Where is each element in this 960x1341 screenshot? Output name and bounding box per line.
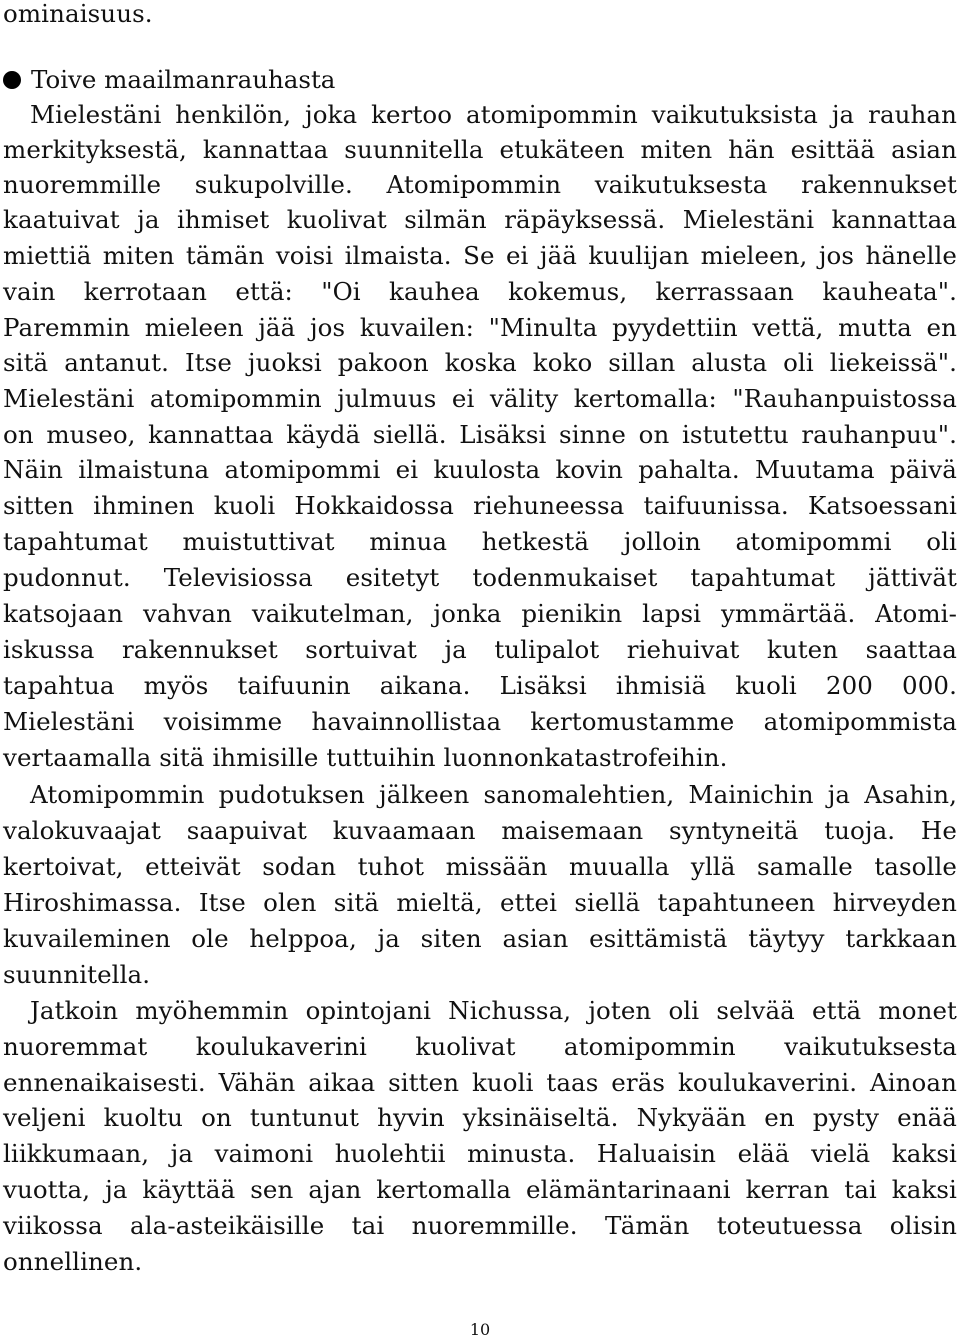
paragraph-1-line: sitten ihminen kuoli Hokkaidossa riehuneessa taifuunissa. Katsoessani xyxy=(3,491,957,520)
paragraph-3-line: vuotta, ja käyttää sen ajan kertomalla elämäntarinaani kerran tai kaksi xyxy=(3,1175,957,1204)
paragraph-2-line: kertoivat, etteivät sodan tuhot missään muualla yllä samalle tasolle xyxy=(3,852,957,881)
paragraph-1-line: tapahtua myös taifuunin aikana. Lisäksi ihmisiä kuoli 200 000. xyxy=(3,671,957,700)
page-number: 10 xyxy=(469,1320,491,1339)
paragraph-3-line: nuoremmat koulukaverini kuolivat atomipommin vaikutuksesta xyxy=(3,1032,957,1061)
paragraph-1-line: vertaamalla sitä ihmisille tuttuihin luonnonkatastrofeihin. xyxy=(3,743,728,772)
paragraph-1-line: nuoremmille sukupolville. Atomipommin vaikutuksesta rakennukset xyxy=(3,170,957,199)
paragraph-2-line: Hiroshimassa. Itse olen sitä mieltä, ettei siellä tapahtuneen hirveyden xyxy=(3,888,957,917)
section-heading-row xyxy=(3,66,335,94)
paragraph-1-line: tapahtumat muistuttivat minua hetkestä jolloin atomipommi oli xyxy=(3,527,957,556)
paragraph-1-line: on museo, kannattaa käydä siellä. Lisäksi sinne on istutettu rauhanpuu". xyxy=(3,420,957,449)
paragraph-3-line: Jatkoin myöhemmin opintojani Nichussa, joten oli selvää että monet xyxy=(30,996,957,1025)
paragraph-3-line: viikossa ala-asteikäisille tai nuoremmille. Tämän toteutuessa olisin xyxy=(3,1211,957,1240)
paragraph-1-line: Paremmin mieleen jää jos kuvailen: "Minulta pyydettiin vettä, mutta en xyxy=(3,313,957,342)
section-heading: Toive maailmanrauhasta xyxy=(31,65,336,94)
continuation-line: ominaisuus. xyxy=(3,0,153,28)
paragraph-1-line: Näin ilmaistuna atomipommi ei kuulosta kovin pahalta. Muutama päivä xyxy=(3,455,957,484)
paragraph-1-line: iskussa rakennukset sortuivat ja tulipalot riehuivat kuten saattaa xyxy=(3,635,957,664)
paragraph-1-line: pudonnut. Televisiossa esitetyt todenmukaiset tapahtumat jättivät xyxy=(3,563,957,592)
paragraph-1-line: miettiä miten tämän voisi ilmaista. Se ei jää kuulijan mieleen, jos hänelle xyxy=(3,241,957,270)
paragraph-1-line: Mielestäni voisimme havainnollistaa kertomustamme atomipommista xyxy=(3,707,957,736)
paragraph-3-line: onnellinen. xyxy=(3,1247,143,1276)
paragraph-2-line: Atomipommin pudotuksen jälkeen sanomalehtien, Mainichin ja Asahin, xyxy=(30,780,957,809)
paragraph-2-line: valokuvaajat saapuivat kuvaamaan maisemaan syntyneitä tuoja. He xyxy=(3,816,957,845)
paragraph-1-line: sitä antanut. Itse juoksi pakoon koska koko sillan alusta oli liekeissä". xyxy=(3,348,957,377)
paragraph-1-line: Mielestäni atomipommin julmuus ei välity kertomalla: "Rauhanpuistossa xyxy=(3,384,957,413)
paragraph-3-line: veljeni kuoltu on tuntunut hyvin yksinäiseltä. Nykyään en pysty enää xyxy=(3,1103,957,1132)
bullet-icon xyxy=(3,71,21,89)
paragraph-1-line: Mielestäni henkilön, joka kertoo atomipommin vaikutuksista ja rauhan xyxy=(30,100,957,129)
paragraph-2-line: kuvaileminen ole helppoa, ja siten asian esittämistä täytyy tarkkaan xyxy=(3,924,957,953)
paragraph-3-line: ennenaikaisesti. Vähän aikaa sitten kuoli taas eräs koulukaverini. Ainoan xyxy=(3,1068,957,1097)
paragraph-3-line: liikkumaan, ja vaimoni huolehtii minusta. Haluaisin elää vielä kaksi xyxy=(3,1139,957,1168)
paragraph-1-line: kaatuivat ja ihmiset kuolivat silmän räpäyksessä. Mielestäni kannattaa xyxy=(3,205,957,234)
paragraph-1-line: merkityksestä, kannattaa suunnitella etukäteen miten hän esittää asian xyxy=(3,135,957,164)
paragraph-2-line: suunnitella. xyxy=(3,960,151,989)
paragraph-1-line: vain kerrotaan että: "Oi kauhea kokemus, kerrassaan kauheata". xyxy=(3,277,957,306)
paragraph-1-line: katsojaan vahvan vaikutelman, jonka pienikin lapsi ymmärtää. Atomi- xyxy=(3,599,957,628)
